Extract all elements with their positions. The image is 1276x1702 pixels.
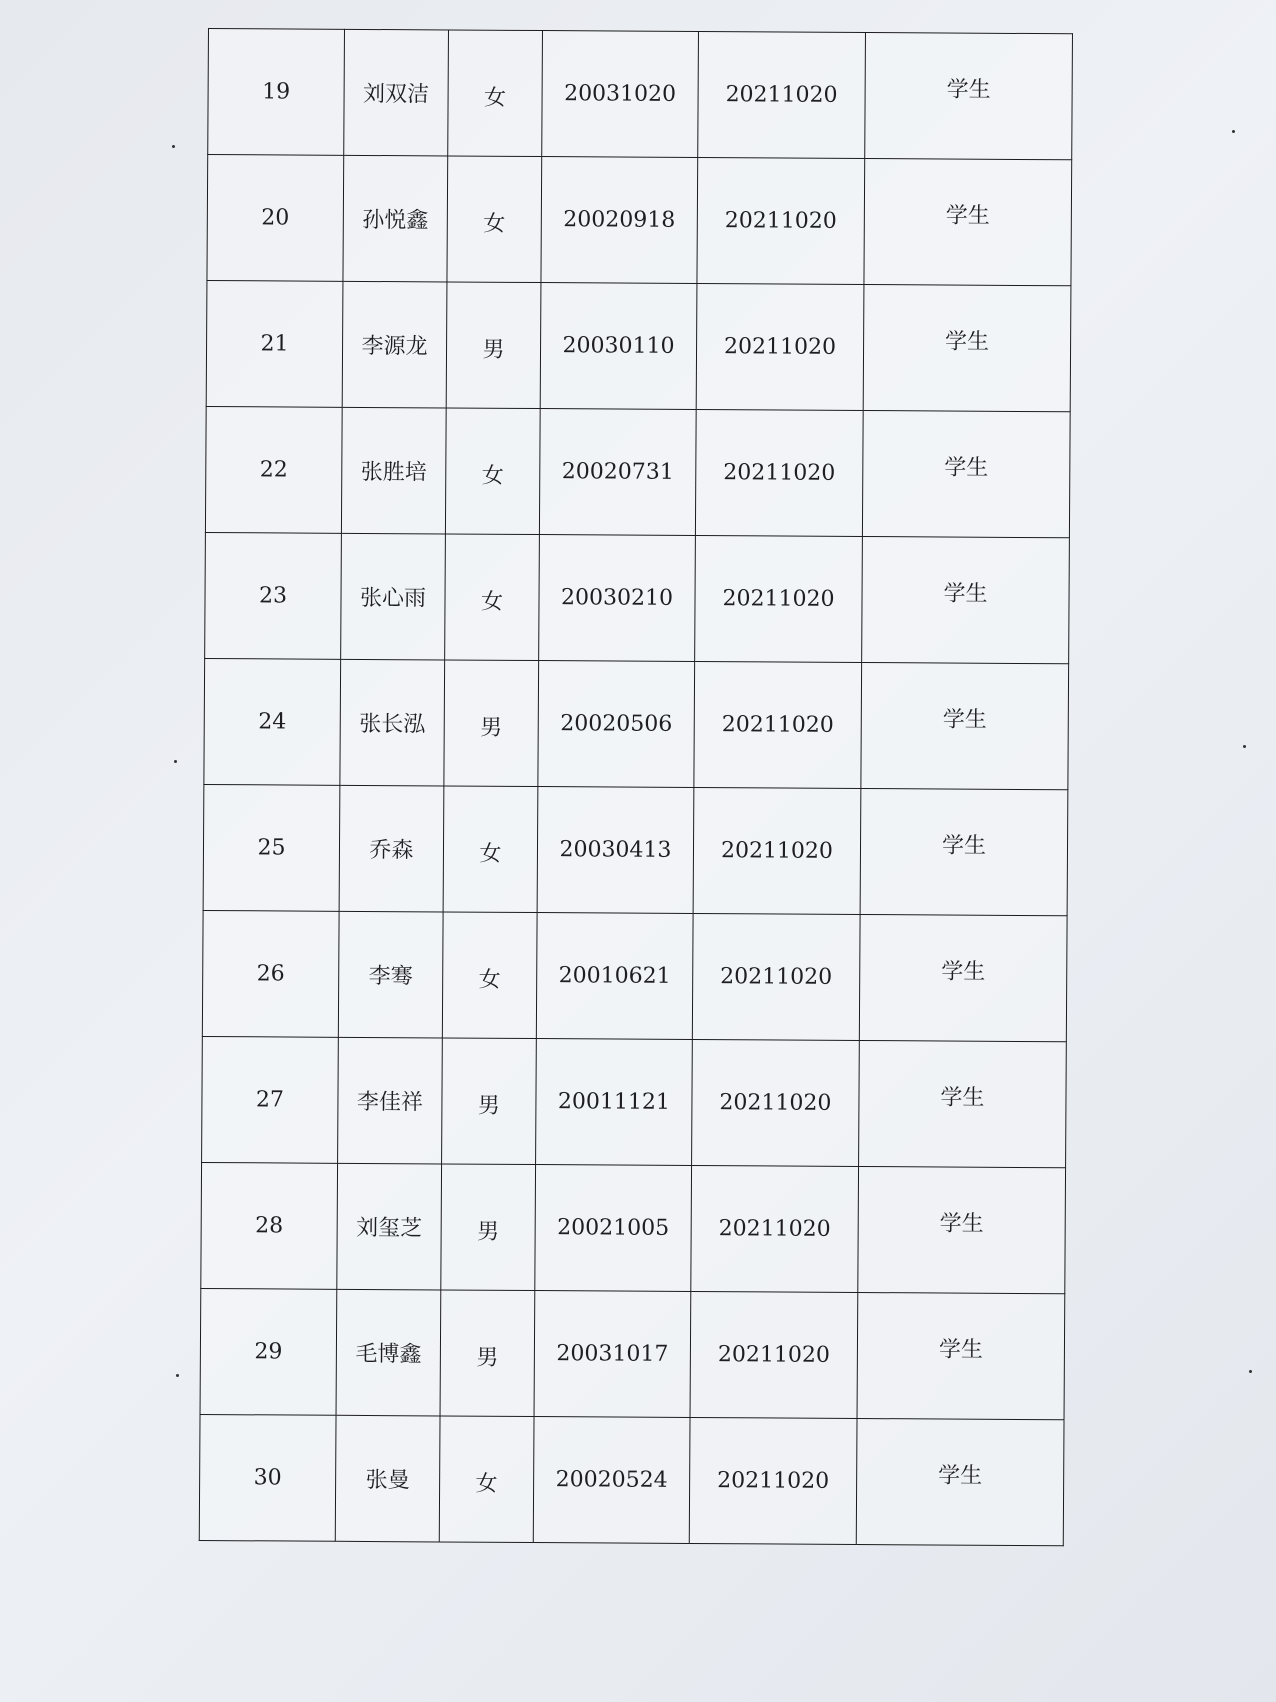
roster-table [199, 28, 1073, 1546]
row-number-text: 28 [255, 1213, 284, 1239]
name-text: 张长泓 [359, 711, 426, 738]
record-date-cell [695, 409, 863, 536]
name-cell [340, 659, 445, 786]
table-row [204, 658, 1069, 789]
birth-date-cell [533, 1417, 690, 1544]
birth-date-cell [539, 535, 696, 662]
name-text: 毛博鑫 [355, 1341, 422, 1368]
table-row [205, 532, 1070, 663]
gender-cell [448, 30, 543, 157]
birth-date-cell [542, 31, 699, 158]
name-text: 李骞 [368, 963, 413, 990]
birth-date-text: 20030413 [559, 837, 672, 863]
paper-speck [174, 760, 177, 763]
record-date-text: 20211020 [720, 838, 834, 864]
row-number-cell [201, 1162, 338, 1289]
gender-text: 女 [475, 1471, 498, 1497]
gender-cell [442, 912, 537, 1039]
birth-date-text: 20031020 [564, 81, 677, 107]
role-cell [859, 1040, 1067, 1167]
row-number-text: 25 [257, 835, 286, 861]
table-row [207, 155, 1072, 286]
record-date-cell [690, 1291, 858, 1418]
table-row [203, 784, 1068, 915]
role-text: 学生 [941, 959, 986, 985]
role-text: 学生 [945, 329, 990, 355]
table-row [200, 1288, 1065, 1419]
record-date-text: 20211020 [717, 1342, 830, 1368]
record-date-cell [691, 1165, 859, 1292]
record-date-cell [696, 283, 864, 410]
table-row [199, 1414, 1064, 1545]
name-cell [336, 1289, 441, 1416]
birth-date-text: 20010621 [558, 963, 671, 989]
name-text: 李佳祥 [356, 1089, 424, 1116]
record-date-cell [697, 157, 865, 284]
birth-date-text: 20030110 [562, 333, 675, 359]
birth-date-cell [535, 1165, 692, 1292]
record-date-text: 20211020 [719, 1090, 832, 1116]
row-number-cell [202, 1036, 339, 1163]
row-number-cell [205, 406, 342, 533]
birth-date-cell [540, 283, 697, 410]
role-text: 学生 [938, 1337, 984, 1363]
name-cell [342, 281, 447, 408]
record-date-cell [694, 661, 862, 788]
roster-table-body [199, 29, 1072, 1546]
gender-cell [445, 408, 540, 535]
row-number-cell [200, 1288, 337, 1415]
table-row [202, 1036, 1067, 1167]
role-cell [858, 1166, 1066, 1293]
birth-date-text: 20020731 [561, 459, 674, 485]
birth-date-cell [534, 1291, 691, 1418]
gender-cell [447, 156, 542, 283]
role-cell [863, 285, 1071, 412]
role-text: 学生 [942, 707, 987, 733]
role-cell [862, 537, 1070, 664]
name-cell [341, 533, 446, 660]
gender-text: 女 [478, 967, 501, 993]
role-cell [864, 159, 1072, 286]
role-text: 学生 [941, 833, 987, 859]
record-date-cell [689, 1417, 857, 1544]
name-text: 刘玺芝 [356, 1215, 423, 1242]
gender-cell [441, 1164, 536, 1291]
birth-date-text: 20020506 [560, 711, 673, 737]
name-text: 李源龙 [361, 333, 428, 360]
row-number-cell [199, 1414, 336, 1541]
name-text: 张曼 [365, 1467, 410, 1494]
birth-date-cell [536, 913, 693, 1040]
record-date-text: 20211020 [721, 712, 834, 738]
row-number-cell [205, 532, 342, 659]
table-row [208, 29, 1073, 160]
roster-table-container [199, 28, 1066, 1538]
birth-date-text: 20020918 [563, 207, 676, 233]
role-text: 学生 [944, 455, 989, 481]
row-number-text: 22 [259, 457, 288, 483]
gender-text: 男 [476, 1345, 499, 1371]
name-text: 张胜培 [360, 459, 427, 486]
paper-speck [1232, 130, 1235, 133]
record-date-text: 20211020 [723, 460, 836, 486]
birth-date-cell [536, 1039, 693, 1166]
table-row [201, 1162, 1066, 1293]
row-number-text: 30 [253, 1465, 282, 1491]
record-date-text: 20211020 [724, 208, 837, 234]
gender-text: 男 [477, 1093, 500, 1119]
paper-speck [172, 145, 175, 148]
gender-cell [440, 1290, 535, 1417]
role-cell [862, 411, 1070, 538]
role-cell [865, 33, 1073, 160]
name-cell [337, 1163, 442, 1290]
name-text: 刘双洁 [363, 81, 430, 108]
record-date-cell [698, 31, 866, 158]
role-text: 学生 [943, 581, 988, 607]
row-number-text: 27 [255, 1087, 285, 1113]
row-number-cell [207, 155, 344, 282]
row-number-text: 23 [258, 583, 288, 609]
gender-cell [443, 786, 538, 913]
birth-date-text: 20031017 [556, 1341, 669, 1367]
name-cell [344, 29, 449, 156]
record-date-text: 20211020 [720, 964, 833, 990]
name-text: 乔森 [369, 838, 414, 864]
row-number-cell [208, 29, 345, 156]
gender-cell [439, 1416, 534, 1543]
gender-text: 女 [481, 463, 504, 489]
role-cell [857, 1292, 1065, 1419]
name-cell [341, 407, 446, 534]
record-date-text: 20211020 [717, 1468, 830, 1494]
row-number-text: 20 [261, 205, 290, 231]
paper-speck [176, 1374, 179, 1377]
name-text: 张心雨 [359, 585, 427, 612]
name-cell [338, 911, 443, 1038]
birth-date-cell [541, 157, 698, 284]
gender-text: 女 [479, 841, 502, 867]
birth-date-text: 20020524 [555, 1467, 668, 1493]
gender-cell [444, 660, 539, 787]
record-date-cell [692, 913, 860, 1040]
gender-text: 女 [483, 211, 506, 237]
table-row [205, 406, 1070, 537]
name-cell [343, 155, 448, 282]
record-date-cell [695, 535, 863, 662]
gender-text: 女 [483, 85, 507, 111]
gender-cell [445, 534, 540, 661]
role-text: 学生 [938, 1463, 983, 1489]
role-text: 学生 [939, 1211, 984, 1237]
row-number-cell [202, 910, 339, 1037]
birth-date-cell [537, 787, 694, 914]
role-cell [859, 914, 1067, 1041]
row-number-cell [204, 658, 341, 785]
gender-text: 男 [477, 1219, 500, 1245]
name-cell [335, 1415, 440, 1542]
record-date-text: 20211020 [725, 82, 838, 108]
role-text: 学生 [945, 203, 990, 229]
record-date-text: 20211020 [723, 334, 837, 360]
role-cell [861, 663, 1069, 790]
row-number-text: 24 [258, 709, 287, 735]
role-cell [860, 789, 1068, 916]
birth-date-cell [538, 661, 695, 788]
row-number-cell [206, 280, 343, 407]
table-row [206, 280, 1071, 411]
record-date-text: 20211020 [722, 586, 835, 612]
paper-speck [1249, 1370, 1252, 1373]
gender-cell [446, 282, 541, 409]
record-date-text: 20211020 [718, 1216, 831, 1242]
name-cell [338, 1037, 443, 1164]
record-date-cell [693, 787, 861, 914]
row-number-text: 21 [260, 331, 289, 357]
birth-date-cell [539, 409, 696, 536]
table-row [202, 910, 1067, 1041]
row-number-text: 29 [254, 1339, 283, 1365]
name-text: 孙悦鑫 [362, 207, 429, 234]
birth-date-text: 20011121 [557, 1089, 671, 1115]
role-text: 学生 [940, 1085, 985, 1111]
birth-date-text: 20021005 [557, 1215, 670, 1241]
record-date-cell [692, 1039, 860, 1166]
role-text: 学生 [946, 77, 991, 103]
gender-text: 女 [480, 589, 504, 615]
birth-date-text: 20030210 [560, 585, 674, 611]
row-number-text: 26 [256, 961, 285, 987]
paper-speck [1243, 745, 1246, 748]
gender-text: 男 [480, 715, 503, 741]
name-cell [339, 785, 444, 912]
row-number-cell [203, 784, 340, 911]
gender-text: 男 [482, 337, 505, 363]
role-cell [856, 1418, 1064, 1545]
gender-cell [442, 1038, 537, 1165]
row-number-text: 19 [262, 79, 291, 105]
